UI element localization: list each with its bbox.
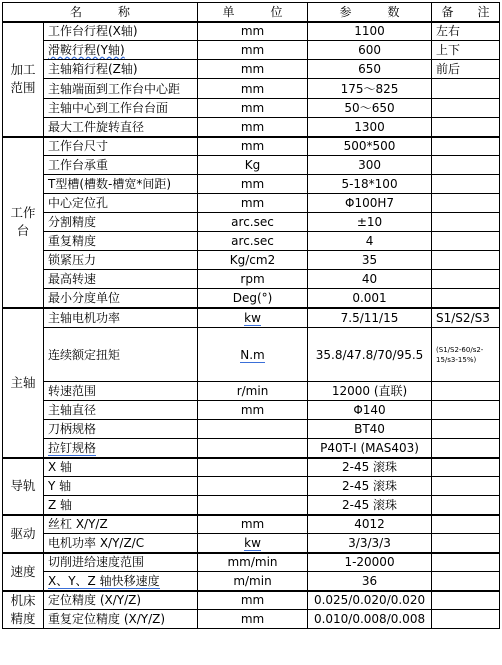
unit-cell-text: Deg(°)	[232, 290, 273, 305]
item-name-cell	[44, 458, 198, 477]
remark-cell	[432, 553, 500, 572]
value-cell	[308, 41, 432, 60]
value-cell-text: P40T-I (MAS403)	[320, 440, 419, 455]
remark-cell	[432, 232, 500, 251]
value-cell-text: 1300	[354, 119, 385, 134]
value-cell	[308, 610, 432, 629]
unit-cell	[198, 41, 308, 60]
item-name-cell	[44, 420, 198, 439]
unit-cell	[198, 194, 308, 213]
unit-cell	[198, 553, 308, 572]
remark-cell	[432, 458, 500, 477]
table-row	[3, 401, 500, 420]
remark-cell	[432, 496, 500, 515]
item-name-cell	[44, 270, 198, 289]
value-cell-text: ±10	[356, 215, 383, 229]
remark-cell	[432, 41, 500, 60]
unit-cell	[198, 420, 308, 439]
remark-cell	[432, 60, 500, 79]
value-cell	[308, 515, 432, 534]
item-name-cell-text: 工作台行程(X轴)	[48, 24, 138, 39]
item-name-cell	[44, 515, 198, 534]
value-cell-text: 36	[361, 573, 378, 588]
item-name-cell-text: 最高转速	[48, 272, 97, 286]
unit-cell-text: mm	[240, 62, 265, 76]
item-name-cell-text: 最小分度单位	[48, 290, 121, 305]
item-name-cell-text: X、Y、Z 轴快移速度	[48, 573, 160, 588]
unit-cell	[198, 156, 308, 175]
spec-table	[2, 2, 500, 629]
unit-cell	[198, 591, 308, 610]
unit-cell	[198, 401, 308, 420]
remark-cell	[432, 401, 500, 420]
item-name-cell	[44, 213, 198, 232]
table-row	[3, 213, 500, 232]
remark-cell	[432, 99, 500, 118]
value-cell	[308, 534, 432, 553]
unit-cell	[198, 610, 308, 629]
table-row	[3, 79, 500, 99]
value-cell-text: 1100	[354, 24, 385, 39]
table-row	[3, 60, 500, 79]
unit-cell-text: mm	[240, 81, 265, 96]
unit-cell	[198, 515, 308, 534]
unit-cell-text: r/min	[236, 384, 269, 398]
value-cell	[308, 420, 432, 439]
value-cell-text: Φ140	[353, 403, 386, 417]
value-cell	[308, 308, 432, 328]
header-remark: 备 注	[432, 3, 500, 22]
remark-cell	[432, 420, 500, 439]
remark-cell-text: (S1/S2-60/s2-15/s3-15%)	[436, 345, 484, 364]
remark-cell-text: 左右	[436, 24, 461, 39]
remark-cell	[432, 137, 500, 156]
value-cell	[308, 137, 432, 156]
table-row	[3, 591, 500, 610]
value-cell	[308, 458, 432, 477]
table-row	[3, 458, 500, 477]
category-cell: 加工范围	[3, 22, 44, 137]
value-cell	[308, 591, 432, 610]
value-cell	[308, 401, 432, 420]
remark-cell	[432, 289, 500, 308]
value-cell	[308, 175, 432, 194]
remark-cell	[432, 79, 500, 99]
item-name-cell	[44, 382, 198, 401]
item-name-cell-text: 切削进给速度范围	[48, 555, 145, 570]
item-name-cell	[44, 79, 198, 99]
unit-cell	[198, 213, 308, 232]
item-name-cell	[44, 591, 198, 610]
remark-cell-text: S1/S2/S3	[436, 310, 490, 325]
table-row	[3, 41, 500, 60]
unit-cell-text: mm	[240, 119, 265, 134]
value-cell	[308, 213, 432, 232]
item-name-cell	[44, 553, 198, 572]
table-row	[3, 251, 500, 270]
remark-cell-text: 上下	[436, 43, 461, 57]
unit-cell-text: Kg	[244, 158, 261, 172]
value-cell	[308, 156, 432, 175]
table-row	[3, 553, 500, 572]
table-row	[3, 382, 500, 401]
value-cell-text: 4	[365, 234, 374, 248]
header-name: 名 称	[3, 3, 198, 22]
item-name-cell	[44, 194, 198, 213]
value-cell	[308, 496, 432, 515]
item-name-cell	[44, 175, 198, 194]
unit-cell-text: N.m	[240, 347, 265, 362]
item-name-cell-text: 工作台承重	[48, 158, 109, 172]
unit-cell-text: mm	[240, 24, 265, 39]
remark-cell	[432, 308, 500, 328]
header-row	[3, 3, 500, 22]
unit-cell-text: mm	[240, 101, 265, 115]
item-name-cell-text: 主轴中心到工作台台面	[48, 101, 169, 115]
table-row	[3, 534, 500, 553]
unit-cell	[198, 232, 308, 251]
table-row	[3, 496, 500, 515]
unit-cell-text: kw	[244, 310, 261, 325]
value-cell	[308, 477, 432, 496]
unit-cell-text: mm	[240, 177, 265, 191]
unit-cell	[198, 534, 308, 553]
unit-cell	[198, 477, 308, 496]
header-unit: 单 位	[198, 3, 308, 22]
unit-cell	[198, 22, 308, 41]
value-cell	[308, 328, 432, 382]
item-name-cell-text: 锁紧压力	[48, 253, 97, 267]
value-cell-text: 600	[358, 43, 381, 57]
item-name-cell	[44, 477, 198, 496]
value-cell	[308, 99, 432, 118]
unit-cell-text: mm	[240, 612, 265, 626]
item-name-cell	[44, 60, 198, 79]
unit-cell-text: mm	[240, 517, 265, 532]
item-name-cell-text: 工作台尺寸	[48, 139, 109, 154]
value-cell-text: 1-20000	[344, 555, 395, 570]
table-row	[3, 156, 500, 175]
item-name-cell-text: 刀柄规格	[48, 422, 97, 436]
item-name-cell-text: 丝杠 X/Y/Z	[48, 517, 108, 532]
item-name-cell-text: Z 轴	[48, 497, 73, 512]
unit-cell-text: mm	[240, 403, 265, 417]
item-name-cell	[44, 534, 198, 553]
unit-cell-text: arc.sec	[231, 234, 274, 248]
item-name-cell-text: 主轴直径	[48, 403, 97, 417]
remark-cell	[432, 534, 500, 553]
value-cell	[308, 60, 432, 79]
table-row	[3, 175, 500, 194]
table-row	[3, 572, 500, 591]
value-cell-text: 650	[358, 62, 381, 76]
table-row	[3, 308, 500, 328]
item-name-cell-text: 拉钉规格	[48, 440, 97, 455]
value-cell-text: 300	[358, 158, 381, 172]
unit-cell-text: mm	[240, 43, 265, 57]
value-cell-text: 0.025/0.020/0.020	[313, 593, 426, 608]
header-param: 参 数	[308, 3, 432, 22]
value-cell	[308, 289, 432, 308]
unit-cell	[198, 118, 308, 137]
table-row	[3, 232, 500, 251]
item-name-cell	[44, 439, 198, 458]
table-row	[3, 610, 500, 629]
value-cell-text: 500*500	[343, 139, 396, 154]
unit-cell	[198, 572, 308, 591]
remark-cell	[432, 22, 500, 41]
unit-cell	[198, 328, 308, 382]
remark-cell	[432, 382, 500, 401]
value-cell-text: 12000 (直联)	[331, 384, 408, 398]
category-cell: 驱动	[3, 515, 44, 553]
item-name-cell-text: 定位精度 (X/Y/Z)	[48, 593, 142, 608]
value-cell-text: 0.001	[352, 290, 387, 305]
item-name-cell-text: 最大工件旋转直径	[48, 119, 145, 134]
remark-cell-text: 前后	[436, 62, 461, 76]
item-name-cell	[44, 137, 198, 156]
remark-cell	[432, 439, 500, 458]
value-cell-text: 5-18*100	[341, 177, 398, 191]
value-cell	[308, 270, 432, 289]
unit-cell-text: mm	[240, 139, 265, 154]
value-cell	[308, 22, 432, 41]
item-name-cell-text: 滑鞍行程(Y轴)	[48, 43, 125, 57]
unit-cell-text: m/min	[233, 573, 272, 588]
remark-cell	[432, 477, 500, 496]
unit-cell	[198, 458, 308, 477]
table-row	[3, 99, 500, 118]
table-row	[3, 118, 500, 137]
item-name-cell-text: X 轴	[48, 460, 73, 475]
table-row	[3, 477, 500, 496]
unit-cell	[198, 79, 308, 99]
remark-cell	[432, 118, 500, 137]
value-cell-text: 35	[361, 253, 378, 267]
table-row	[3, 289, 500, 308]
value-cell	[308, 439, 432, 458]
value-cell-text: 35.8/47.8/70/95.5	[315, 347, 424, 362]
spec-table-body	[3, 3, 500, 629]
remark-cell	[432, 515, 500, 534]
value-cell-text: 40	[361, 272, 378, 286]
unit-cell-text: Kg/cm2	[229, 253, 276, 267]
value-cell-text: 50～650	[344, 101, 395, 115]
category-cell: 机床精度	[3, 591, 44, 629]
remark-cell	[432, 610, 500, 629]
unit-cell	[198, 175, 308, 194]
remark-cell	[432, 251, 500, 270]
item-name-cell	[44, 308, 198, 328]
remark-cell	[432, 591, 500, 610]
item-name-cell	[44, 251, 198, 270]
item-name-cell	[44, 496, 198, 515]
unit-cell	[198, 99, 308, 118]
remark-cell	[432, 328, 500, 382]
table-row	[3, 328, 500, 382]
value-cell-text: 2-45 滚珠	[341, 497, 398, 512]
table-row	[3, 439, 500, 458]
item-name-cell-text: Y 轴	[48, 479, 72, 493]
item-name-cell	[44, 232, 198, 251]
category-cell: 主轴	[3, 308, 44, 458]
value-cell	[308, 382, 432, 401]
item-name-cell	[44, 572, 198, 591]
category-cell: 工作台	[3, 137, 44, 308]
value-cell	[308, 553, 432, 572]
item-name-cell-text: 主轴端面到工作台中心距	[48, 81, 181, 96]
value-cell-text: 4012	[354, 517, 385, 532]
remark-cell	[432, 213, 500, 232]
unit-cell-text: kw	[244, 535, 261, 550]
item-name-cell	[44, 289, 198, 308]
category-cell: 速度	[3, 553, 44, 591]
unit-cell	[198, 137, 308, 156]
item-name-cell-text: 重复定位精度 (X/Y/Z)	[48, 612, 166, 626]
unit-cell-text: mm/min	[227, 555, 278, 570]
unit-cell-text: mm	[240, 196, 265, 210]
unit-cell	[198, 496, 308, 515]
remark-cell	[432, 194, 500, 213]
value-cell-text: 0.010/0.008/0.008	[313, 612, 426, 626]
remark-cell	[432, 270, 500, 289]
value-cell-text: 2-45 滚珠	[341, 479, 398, 493]
remark-cell	[432, 156, 500, 175]
table-row	[3, 270, 500, 289]
category-cell: 导轨	[3, 458, 44, 515]
value-cell	[308, 194, 432, 213]
unit-cell-text: arc.sec	[231, 215, 274, 229]
unit-cell	[198, 439, 308, 458]
value-cell	[308, 79, 432, 99]
item-name-cell-text: 中心定位孔	[48, 196, 109, 210]
value-cell	[308, 232, 432, 251]
unit-cell-text: mm	[240, 593, 265, 608]
item-name-cell	[44, 156, 198, 175]
table-row	[3, 515, 500, 534]
table-row	[3, 22, 500, 41]
value-cell	[308, 572, 432, 591]
remark-cell	[432, 572, 500, 591]
item-name-cell-text: 连续额定扭矩	[48, 347, 121, 362]
item-name-cell-text: 主轴电机功率	[48, 310, 121, 325]
item-name-cell	[44, 118, 198, 137]
table-row	[3, 137, 500, 156]
item-name-cell	[44, 401, 198, 420]
item-name-cell-text: T型槽(槽数-槽宽*间距)	[48, 177, 172, 191]
unit-cell	[198, 270, 308, 289]
unit-cell	[198, 289, 308, 308]
value-cell-text: 3/3/3/3	[348, 535, 391, 550]
value-cell-text: Φ100H7	[345, 196, 395, 210]
item-name-cell	[44, 328, 198, 382]
unit-cell	[198, 308, 308, 328]
item-name-cell	[44, 41, 198, 60]
value-cell-text: 175～825	[340, 81, 399, 96]
table-row	[3, 194, 500, 213]
item-name-cell	[44, 99, 198, 118]
unit-cell	[198, 60, 308, 79]
item-name-cell-text: 分割精度	[48, 215, 97, 229]
unit-cell	[198, 382, 308, 401]
item-name-cell-text: 电机功率 X/Y/Z/C	[48, 535, 145, 550]
value-cell-text: BT40	[354, 422, 385, 436]
item-name-cell-text: 转速范围	[48, 384, 97, 398]
table-row	[3, 420, 500, 439]
item-name-cell	[44, 610, 198, 629]
value-cell-text: 7.5/11/15	[340, 310, 399, 325]
value-cell	[308, 251, 432, 270]
item-name-cell-text: 主轴箱行程(Z轴)	[48, 62, 138, 76]
unit-cell	[198, 251, 308, 270]
remark-cell	[432, 175, 500, 194]
value-cell-text: 2-45 滚珠	[341, 460, 398, 475]
item-name-cell	[44, 22, 198, 41]
value-cell	[308, 118, 432, 137]
item-name-cell-text: 重复精度	[48, 234, 97, 248]
unit-cell-text: rpm	[240, 272, 265, 286]
